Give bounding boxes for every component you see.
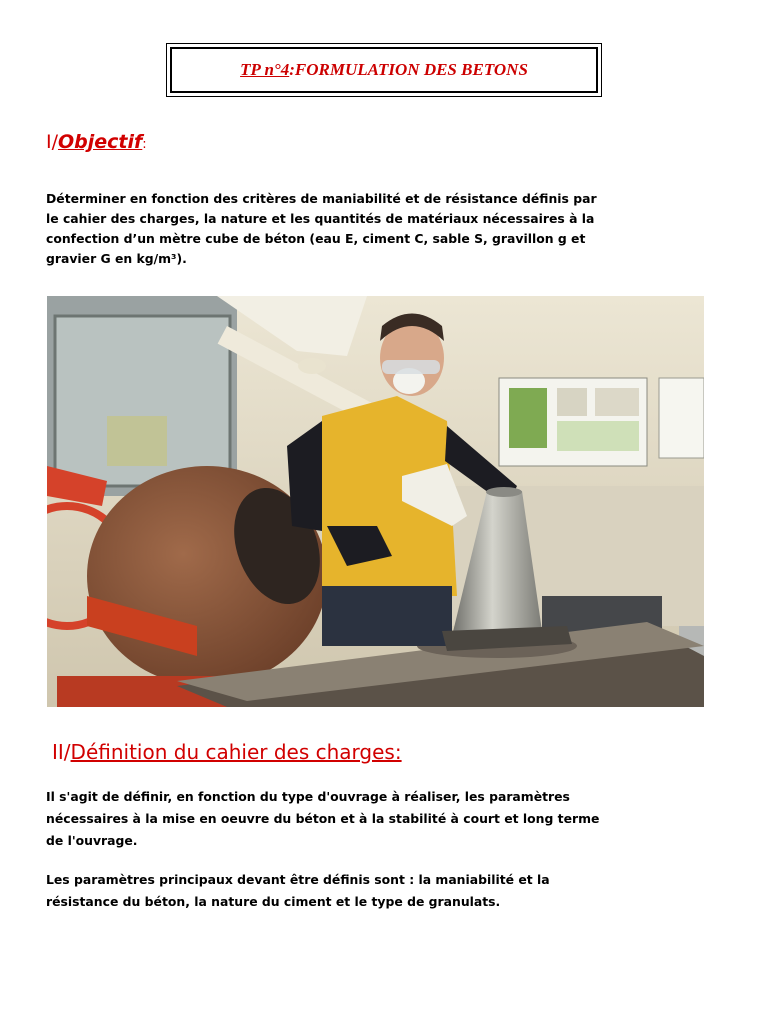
section1-number: I/ [46,131,59,153]
document-title [167,60,601,80]
objective-line: le cahier des charges, la nature et les quantités de matériaux nécessaires à la [46,211,595,226]
section2-title: Définition du cahier des charges: [70,740,402,764]
title-prefix: TP n°4 [240,60,290,79]
definition-paragraph-2 [46,869,550,913]
definition-line: nécessaires à la mise en oeuvre du béton et à la stabilité à court et long terme [46,811,600,826]
definition-paragraph-1 [46,786,599,852]
section1-title: Objectif [58,131,143,153]
lab-photo [47,296,704,707]
objective-paragraph [46,189,597,269]
section1-heading [46,131,147,153]
definition-line: Les paramètres principaux devant être définis sont : la maniabilité et la [46,872,550,887]
objective-line: confection d’un mètre cube de béton (eau E, ciment C, sable S, gravillon g et [46,231,586,246]
definition-line: résistance du béton, la nature du ciment et le type de granulats. [46,894,501,909]
section2-heading [52,740,402,764]
objective-line: gravier G en kg/m³). [46,251,187,266]
section1-colon: : [142,137,147,152]
title-rest: :FORMULATION DES BETONS [289,60,528,79]
section2-number: II/ [52,740,71,764]
definition-line: Il s'agit de définir, en fonction du type d'ouvrage à réaliser, les paramètres [46,789,570,804]
lab-photo-illustration [47,296,704,707]
title-box [166,43,602,97]
objective-line: Déterminer en fonction des critères de maniabilité et de résistance définis par [46,191,597,206]
definition-line: de l'ouvrage. [46,833,138,848]
